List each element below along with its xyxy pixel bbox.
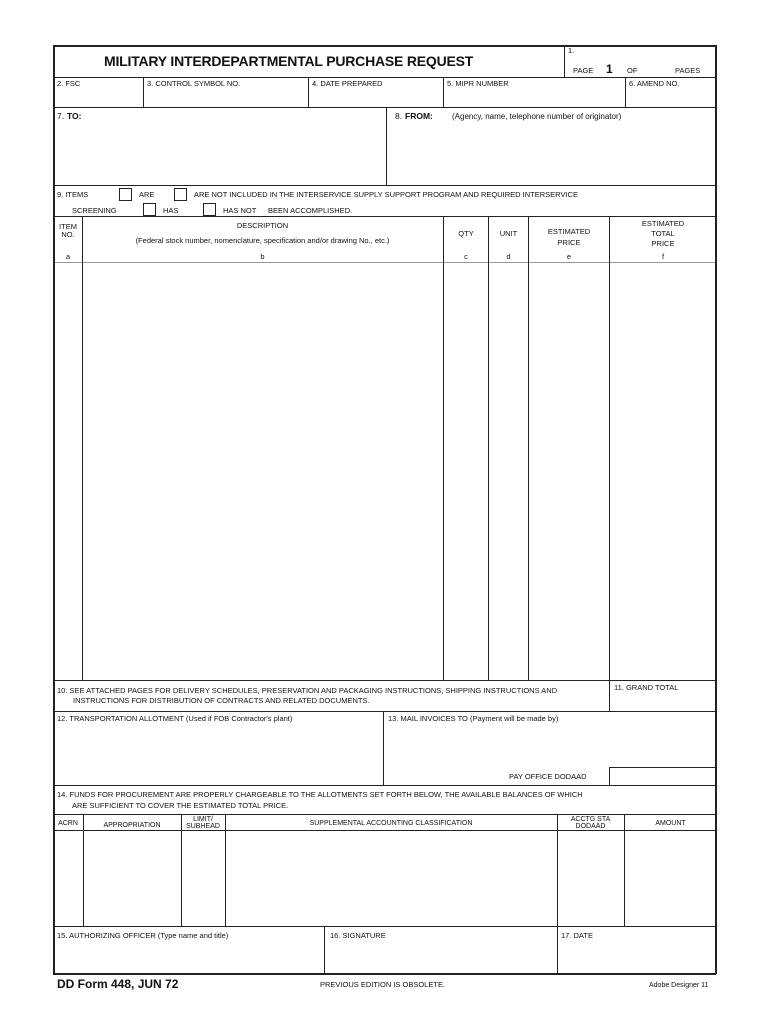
est-price-header-2: PRICE: [557, 238, 581, 247]
item-no-column-field[interactable]: [55, 264, 81, 678]
acctg-sta-header: ACCTG STA: [570, 816, 611, 823]
fsc-label: 2. FSC: [57, 79, 81, 88]
signature-label: 16. SIGNATURE: [330, 931, 386, 940]
previous-edition-note: PREVIOUS EDITION IS OBSOLETE.: [320, 980, 446, 989]
est-total-header-3: PRICE: [651, 239, 675, 248]
amend-label: 6. AMEND NO.: [629, 79, 680, 88]
item-no-header: ITEM NO.: [59, 222, 77, 239]
supplemental-accounting-field[interactable]: [227, 832, 556, 924]
from-field[interactable]: [390, 124, 712, 182]
description-hint: (Federal stock number, nomenclature, specification and/or drawing No., etc.): [135, 236, 390, 245]
column-letter-c: c: [464, 252, 468, 261]
block-10-line2: INSTRUCTIONS FOR DISTRIBUTION OF CONTRACTS AND RELATED DOCUMENTS.: [73, 696, 370, 705]
column-letter-d: d: [506, 252, 511, 261]
authorizing-officer-label: 15. AUTHORIZING OFFICER (Type name and title): [57, 931, 229, 940]
page-label: PAGE: [573, 66, 594, 75]
from-number: 8.: [395, 111, 403, 121]
pay-office-dodaad-field[interactable]: [611, 769, 714, 783]
block-1-label: 1.: [568, 46, 575, 55]
limit-subhead-field[interactable]: [183, 832, 224, 924]
est-total-header-2: TOTAL: [651, 229, 675, 238]
from-hint: (Agency, name, telephone number of originator): [452, 112, 622, 121]
to-number: 7.: [57, 111, 65, 121]
mail-invoices-label: 13. MAIL INVOICES TO (Payment will be made by): [388, 714, 559, 723]
limit-header: LIMIT/: [193, 816, 213, 823]
signature-field[interactable]: [328, 943, 554, 971]
form-title: MILITARY INTERDEPARTMENTAL PURCHASE REQUEST: [104, 53, 474, 69]
qty-column-field[interactable]: [445, 264, 486, 678]
column-letter-b: b: [260, 252, 265, 261]
fsc-field[interactable]: [55, 89, 141, 105]
has-label: HAS: [163, 206, 179, 215]
acrn-header: ACRN: [58, 820, 78, 827]
est-price-column-field[interactable]: [530, 264, 607, 678]
grand-total-label: 11. GRAND TOTAL: [614, 683, 679, 692]
acrn-field[interactable]: [55, 832, 82, 924]
transportation-allotment-label: 12. TRANSPORTATION ALLOTMENT (Used if FOB Contractor's plant): [57, 714, 293, 723]
total-pages-field[interactable]: [640, 62, 672, 76]
form-id: DD Form 448, JUN 72: [57, 977, 179, 991]
column-letter-e: e: [566, 252, 572, 261]
block-14-line2: ARE SUFFICIENT TO COVER THE ESTIMATED TOTAL PRICE.: [72, 801, 289, 810]
column-letter-f: f: [661, 252, 665, 261]
date-label: 17. DATE: [561, 931, 593, 940]
of-label: OF: [627, 66, 638, 75]
appropriation-header: APPROPRIATION: [103, 822, 161, 829]
are-label: ARE: [139, 190, 155, 199]
unit-header: UNIT: [499, 229, 518, 238]
to-label: TO:: [67, 111, 82, 121]
pay-office-dodaad-label: PAY OFFICE DODAAD: [509, 772, 587, 781]
unit-column-field[interactable]: [490, 264, 526, 678]
mipr-number-label: 5. MIPR NUMBER: [447, 79, 509, 88]
est-total-header: ESTIMATED: [641, 219, 685, 228]
are-not-label: ARE NOT INCLUDED IN THE INTERSERVICE SUPPLY SUPPORT PROGRAM AND REQUIRED INTERSERVICE: [194, 190, 578, 199]
authorizing-officer-field[interactable]: [57, 943, 321, 971]
supplemental-accounting-header: SUPPLEMENTAL ACCOUNTING CLASSIFICATION: [309, 820, 473, 827]
has-not-label: HAS NOT: [223, 206, 257, 215]
to-field[interactable]: [57, 124, 382, 182]
mail-invoices-field[interactable]: [387, 726, 713, 764]
dodaad-header: DODAAD: [575, 823, 606, 830]
adobe-designer-note: Adobe Designer 11: [649, 982, 709, 989]
date-prepared-label: 4. DATE PREPARED: [312, 79, 383, 88]
date-field[interactable]: [561, 943, 713, 971]
transportation-allotment-field[interactable]: [57, 726, 379, 782]
page-number: 1: [606, 62, 613, 76]
are-not-checkbox[interactable]: [174, 188, 187, 201]
subhead-header: SUBHEAD: [186, 823, 220, 830]
acctg-sta-dodaad-field[interactable]: [559, 832, 623, 924]
are-checkbox[interactable]: [119, 188, 132, 201]
has-checkbox[interactable]: [143, 203, 156, 216]
date-prepared-field[interactable]: [310, 89, 441, 105]
grand-total-field[interactable]: [611, 694, 714, 710]
has-not-checkbox[interactable]: [203, 203, 216, 216]
pages-label: PAGES: [675, 66, 701, 75]
block-14-line1: 14. FUNDS FOR PROCUREMENT ARE PROPERLY CHARGEABLE TO THE ALLOTMENTS SET FORTH BELOW, THE AVAILABLE BALANCES OF WHICH: [57, 790, 583, 799]
appropriation-field[interactable]: [85, 832, 180, 924]
amend-number-field[interactable]: [627, 89, 714, 105]
mipr-number-field[interactable]: [445, 89, 623, 105]
control-symbol-field[interactable]: [145, 89, 306, 105]
amount-field[interactable]: [626, 832, 714, 924]
screening-label: SCREENING: [72, 206, 117, 215]
control-symbol-label: 3. CONTROL SYMBOL NO.: [147, 79, 241, 88]
est-total-column-field[interactable]: [611, 264, 714, 678]
est-price-header: ESTIMATED: [547, 227, 591, 236]
items-label: 9. ITEMS: [57, 190, 89, 199]
block-10-line1: 10. SEE ATTACHED PAGES FOR DELIVERY SCHEDULES, PRESERVATION AND PACKAGING INSTRUCTIONS, SHIPPING INSTRUCTIONS AND: [57, 686, 558, 695]
amount-header: AMOUNT: [655, 820, 686, 827]
been-accomplished-label: BEEN ACCOMPLISHED.: [268, 206, 353, 215]
column-letter-a: a: [65, 252, 71, 261]
from-label: FROM:: [405, 111, 433, 121]
description-column-field[interactable]: [84, 264, 441, 678]
qty-header: QTY: [458, 229, 474, 238]
description-header: DESCRIPTION: [236, 221, 289, 230]
